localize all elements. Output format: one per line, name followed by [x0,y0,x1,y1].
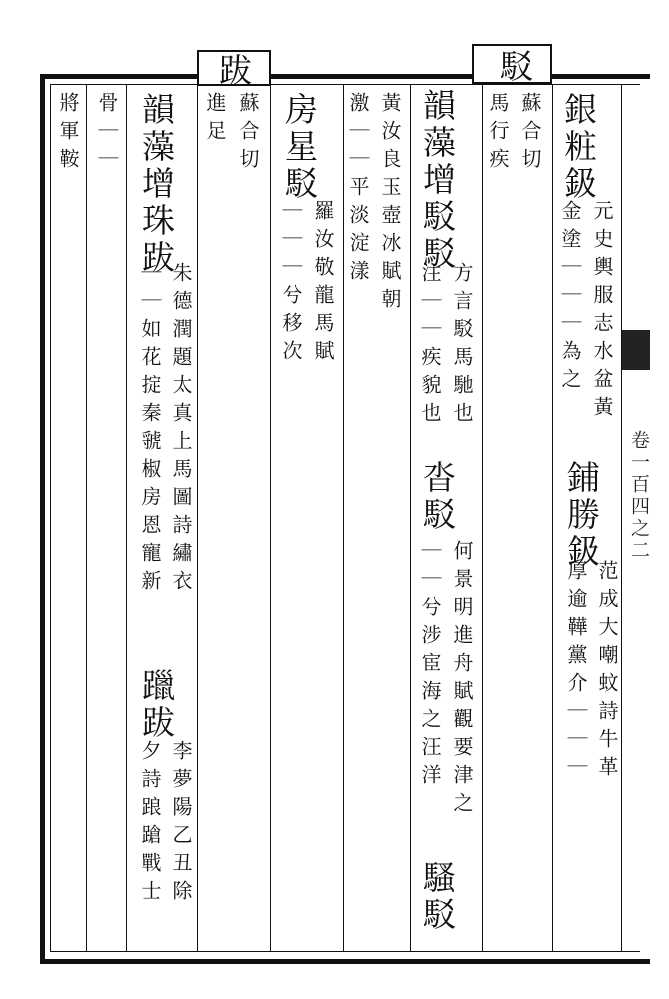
headword: 房星駁 [280,92,319,203]
citation-text: 范成大嘲蚊詩牛革 [595,560,619,784]
headword: 銀粧鈒 [559,92,598,203]
column-rule [621,84,622,952]
tab-char: 駁 [500,47,537,86]
citation-text: 注｜｜疾貌也 [418,262,442,430]
citation-text: 朱德潤題太真上馬圖詩繡衣 [169,262,193,598]
column-rule [410,84,411,952]
citation-text: 方言駁馬馳也 [450,262,474,430]
pronunciation: 蘇合切 [518,92,542,176]
ink-smudge [622,330,650,370]
column-rule [197,84,198,952]
citation-text: 何景明進舟賦觀要津之 [450,540,474,820]
citation-text: 骨｜｜ [95,92,119,176]
column-rule [343,84,344,952]
column-rule [126,84,127,952]
citation-text: 李夢陽乙丑除 [169,740,193,908]
citation-text: ｜｜｜兮移次 [279,200,303,368]
column-rule [552,84,553,952]
headword: 鋪勝鈒 [562,460,601,571]
citation-text: 激｜｜平淡淀漾 [346,92,370,288]
header-tab-right [472,44,552,84]
headword: 韻藻增駁駁 [418,88,457,273]
citation-text: 厚逾鞾黨介｜｜｜ [564,560,588,784]
column-rule [86,84,87,952]
citation-text: 元史輿服志水盆黃 [590,200,614,424]
definition: 馬行疾 [486,92,510,176]
headword: 躐跋 [137,668,176,742]
citation-text: ｜｜兮涉宦海之汪洋 [418,540,442,792]
citation-text: 將軍鞍 [56,92,80,176]
citation-text: 黃汝良玉壺冰賦朝 [378,92,402,316]
column-rule [270,84,271,952]
tab-char: 跋 [219,51,256,90]
headword: 韻藻增珠跋 [137,92,176,277]
citation-text: 羅汝敬龍馬賦 [311,200,335,368]
pronunciation: 蘇合切 [236,92,260,176]
headword: 沓駁 [418,460,457,534]
column-rule [482,84,483,952]
header-tab-left [197,50,271,90]
section-label: 卷一百四之二 [628,430,650,562]
definition: 進足 [203,92,227,148]
citation-text: 金塗｜｜｜為之 [558,200,582,396]
headword: 騷駁 [418,860,457,934]
citation-text: 夕詩踉蹌戰士 [138,740,162,908]
citation-text: ｜｜如花掟秦虢椒房恩寵新 [138,262,162,598]
